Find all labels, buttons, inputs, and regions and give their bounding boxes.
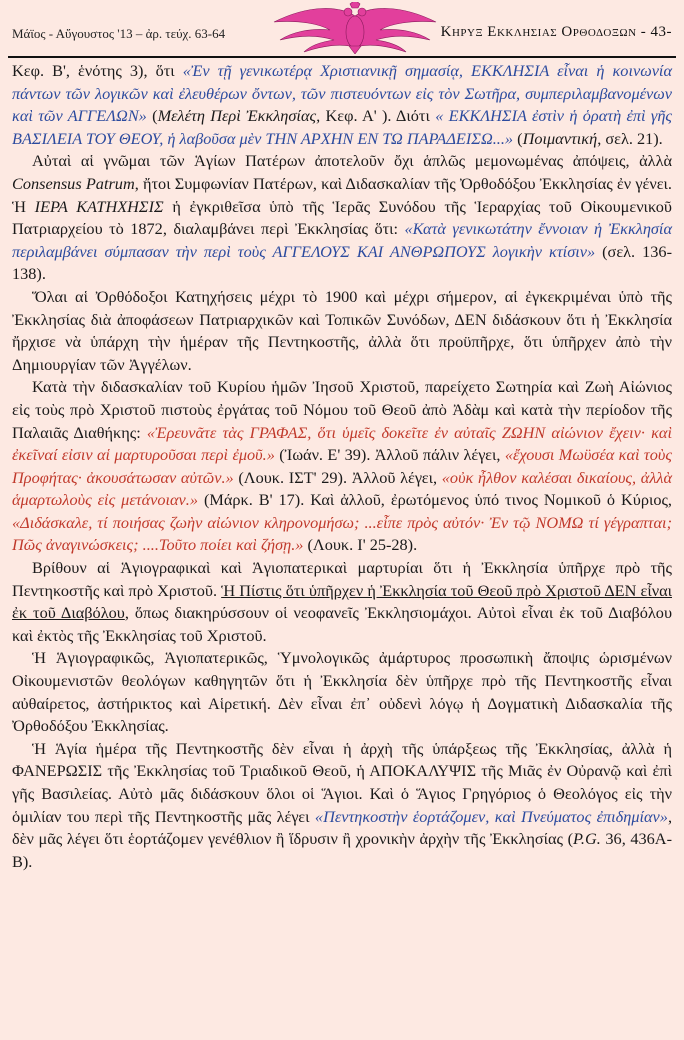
citation: Μελέτη Περὶ Ἐκκλησίας, [157, 106, 321, 126]
paragraph-2 [12, 150, 672, 286]
quote: «Διδάσκαλε, τί ποιήσας ζωὴν αἰώνιον κληρονομήσω; ...εἶπε πρὸς αὐτόν· Ἐν τῷ ΝΟΜΩ τί γέγραπται; Πῶς ἀναγινώσκεις; ....Τοῦτο ποίει καὶ ζήσῃ.» [12, 512, 672, 555]
quote: «οὐκ ἦλθον καλέσαι δικαίους, ἀλλὰ ἁμαρτωλοὺς εἰς μετάνοιαν.» [12, 467, 672, 510]
text: (σελ. 136-138). [12, 241, 672, 284]
text: Βρίθουν αἱ Ἁγιογραφικαὶ καὶ Ἁγιοπατερικαὶ μαρτυρίαι ὅτι ἡ Ἐκκλησία ὑπῆρχε πρὸ τῆς Πεντηκοστῆς καὶ πρὸ Χριστοῦ. [12, 558, 672, 600]
text: Ἡ Ἁγία ἡμέρα τῆς Πεντηκοστῆς δὲν εἶναι ἡ ἀρχὴ τῆς ὑπάρξεως τῆς Ἐκκλησίας, ἀλλὰ ἡ ΦΑΝΕΡΩΣΙΣ τῆς Ἐκκλησίας τοῦ Τριαδικοῦ Θεοῦ, ἡ ΑΠΟΚΑΛΥΨΙΣ τῆς Μιᾶς ἐν Οὐρανῷ καὶ ἐπὶ γῆς Βασιλείας. Αὐτὸ μᾶς διδάσκουν ὅλοι οἱ Ἅγιοι. Καὶ ὁ Ἅγιος Γρηγόριος ὁ Θεολόγος εἰς τὴν ὁμιλίαν του περὶ τῆς Πεντηκοστῆς μᾶς λέγει [12, 738, 672, 826]
quote: «Κατὰ γενικωτάτην ἔννοιαν ἡ Ἐκκλησία περιλαμβάνει σύμπασαν τὴν περὶ τοὺς ΑΓΓΕΛΟΥΣ ΚΑΙ ΑΝΘΡΩΠΟΥΣ λογικὴν κτίσιν» [12, 219, 672, 261]
text: (Ἰωάν. Ε' 39). Ἀλλοῦ πάλιν λέγει, [274, 445, 505, 465]
paragraph-6: Ἡ Ἁγιογραφικῶς, Ἁγιοπατερικῶς, Ὑμνολογικῶς ἀμάρτυρος προσωπικὴ ἄποψις ὡρισμένων Οἰκουμενιστῶν θεολόγων καθηγητῶν ὅτι ἡ Ἐκκλησία δὲν ὑπῆρχε πρὸ τῆς Πεντηκοστῆς εἶναι αὐθαίρετος, ἀστήρικτος καὶ Αἱρετική. Δὲν εἶναι ἐπ᾽ οὐδενὶ λόγῳ ἡ Δογματικὴ Διδασκαλία τῆς Ὀρθοδόξου Ἐκκλησίας. [12, 648, 672, 736]
quote: «Ἐν τῇ γενικωτέρᾳ Χριστιανικῇ σημασίᾳ, ΕΚΚΛΗΣΙΑ εἶναι ἡ κοινωνία πάντων τῶν λογικῶν καὶ ἐλευθέρων ὄντων, τῶν πιστευόντων εἰς τὸν Σωτῆρα, συμπεριλαμβανομένων καὶ τῶν ΑΓΓΕΛΩΝ» [12, 61, 672, 126]
citation: ΙΕΡΑ ΚΑΤΗΧΗΣΙΣ [34, 196, 164, 216]
quote: « ΕΚΚΛΗΣΙΑ ἐστὶν ἡ ὁρατὴ ἐπὶ γῆς ΒΑΣΙΛΕΙΑ ΤΟΥ ΘΕΟΥ, ἡ λαβοῦσα μὲν ΤΗΝ ΑΡΧΗΝ ΕΝ ΤΩ ΠΑΡΑΔΕΙΣΩ...» [12, 106, 672, 148]
text: , δὲν μᾶς λέγει ὅτι ἑορτάζομεν γενέθλιον ἢ ἵδρυσιν ἢ χρονικὴν ἀρχὴν τῆς Ἐκκλησίας ( [12, 806, 673, 849]
quote: «Ἐρευνᾶτε τὰς ΓΡΑΦΑΣ, ὅτι ὑμεῖς δοκεῖτε ἐν αὐταῖς ΖΩΗΝ αἰώνιον ἔχειν· καὶ ἐκεῖναί εἰσιν αἱ μαρτυροῦσαι περὶ ἐμοῦ.» [12, 422, 673, 465]
text: , ὅπως διακηρύσσουν οἱ νεοφανεῖς Ἐκκλησιομάχοι. Αὐτοὶ εἶναι ἐκ τοῦ Διαβόλου καὶ ἐκτὸς τῆς Ἐκκλησίας τοῦ Χριστοῦ. [12, 603, 673, 645]
quote: «ἔχουσι Μωϋσέα καὶ τοὺς Προφήτας· ἀκουσάτωσαν αὐτῶν.» [12, 445, 672, 487]
paragraph-4 [12, 376, 672, 557]
paragraph-1 [12, 60, 672, 150]
text: Κεφ. Β', ἑνότης 3), ὅτι [12, 61, 183, 80]
article-body [0, 58, 684, 873]
text: Κατὰ τὴν διδασκαλίαν τοῦ Κυρίου ἡμῶν Ἰησοῦ Χριστοῦ, παρείχετο Σωτηρία καὶ Ζωὴ Αἰώνιος εἰς τοὺς πρὸ Χριστοῦ πιστοὺς ἐργάτας τοῦ Νόμου τοῦ Θεοῦ ἀπὸ Ἀδὰμ καὶ κατὰ τὴν περίοδον τῆς Παλαιᾶς Διαθήκης: [12, 377, 672, 442]
citation: Ποιμαντική [522, 128, 598, 148]
underlined-text: Ἡ Πίστις ὅτι ὑπῆρχεν ἡ Ἐκκλησία τοῦ Θεοῦ πρὸ Χριστοῦ ΔΕΝ εἶναι ἐκ τοῦ Διαβόλου [12, 580, 672, 623]
issue-date: Μάϊος - Αὔγουστος '13 – ἀρ. τεύχ. 63-64 [12, 26, 226, 41]
paragraph-5 [12, 557, 672, 647]
latin-term: Consensus Patrum [12, 173, 135, 193]
text: Αὐταὶ αἱ γνῶμαι τῶν Ἁγίων Πατέρων ἀποτελοῦν ὄχι ἁπλῶς μεμονωμένας ἀπόψεις, ἀλλὰ [32, 151, 672, 171]
quote: «Πεντηκοστὴν ἑορτάζομεν, καὶ Πνεύματος ἐπιδημίαν» [314, 806, 668, 826]
text: (Λουκ. ΙΣΤ' 29). Ἀλλοῦ λέγει, [233, 467, 442, 487]
text: ( [146, 106, 158, 126]
citation: P.G. [573, 829, 601, 849]
page-header [8, 0, 676, 58]
double-headed-eagle-emblem [270, 2, 440, 54]
text: ( [513, 128, 523, 148]
text: (Μάρκ. Β' 17). Καὶ ἀλλοῦ, ἐρωτόμενος ὑπό τινος Νομικοῦ ὁ Κύριος, [197, 490, 672, 510]
text: (Λουκ. Ι' 25-28). [303, 535, 418, 555]
paragraph-3: Ὅλαι αἱ Ὀρθόδοξοι Κατηχήσεις μέχρι τὸ 1900 καὶ μέχρι σήμερον, αἱ ἐγκεκριμέναι ὑπὸ τῆς Ἐκκλησίας διὰ ἀποφάσεων Πατριαρχικῶν καὶ Τοπικῶν Συνόδων, ΔΕΝ διδάσκουν ὅτι ἡ Ἐκκλησία ἤρχισε νὰ ὑπάρχη τὴν ἡμέραν τῆς Πεντηκοστῆς, ἀλλὰ ὅτι προϋπῆρχε, ὅτι ὑπῆρχεν ἀπὸ τὴν Δημιουργίαν τῶν Ἀγγέλων. [12, 286, 672, 374]
text: , ἤτοι Συμφωνίαν Πατέρων, καὶ Διδασκαλίαν τῆς Ὀρθοδόξου Ἐκκλησίας ἐν γένει. Ἡ [12, 173, 672, 216]
text: 36, 436A-B). [12, 829, 672, 871]
text: ἡ ἐγκριθεῖσα ὑπὸ τῆς Ἱερᾶς Συνόδου τῆς Ἱεραρχίας τοῦ Οἰκουμενικοῦ Πατριαρχείου τὸ 1872, διαλαμβάνει περὶ Ἐκκλησίας ὅτι: [12, 196, 672, 239]
journal-title-page-number: Κηρυξ Εκκλησιας Ορθοδοξων - 43- [440, 24, 672, 40]
text: Κεφ. Α' ). Διότι [320, 106, 436, 126]
paragraph-7 [12, 738, 672, 874]
text: , σελ. 21). [597, 128, 663, 148]
